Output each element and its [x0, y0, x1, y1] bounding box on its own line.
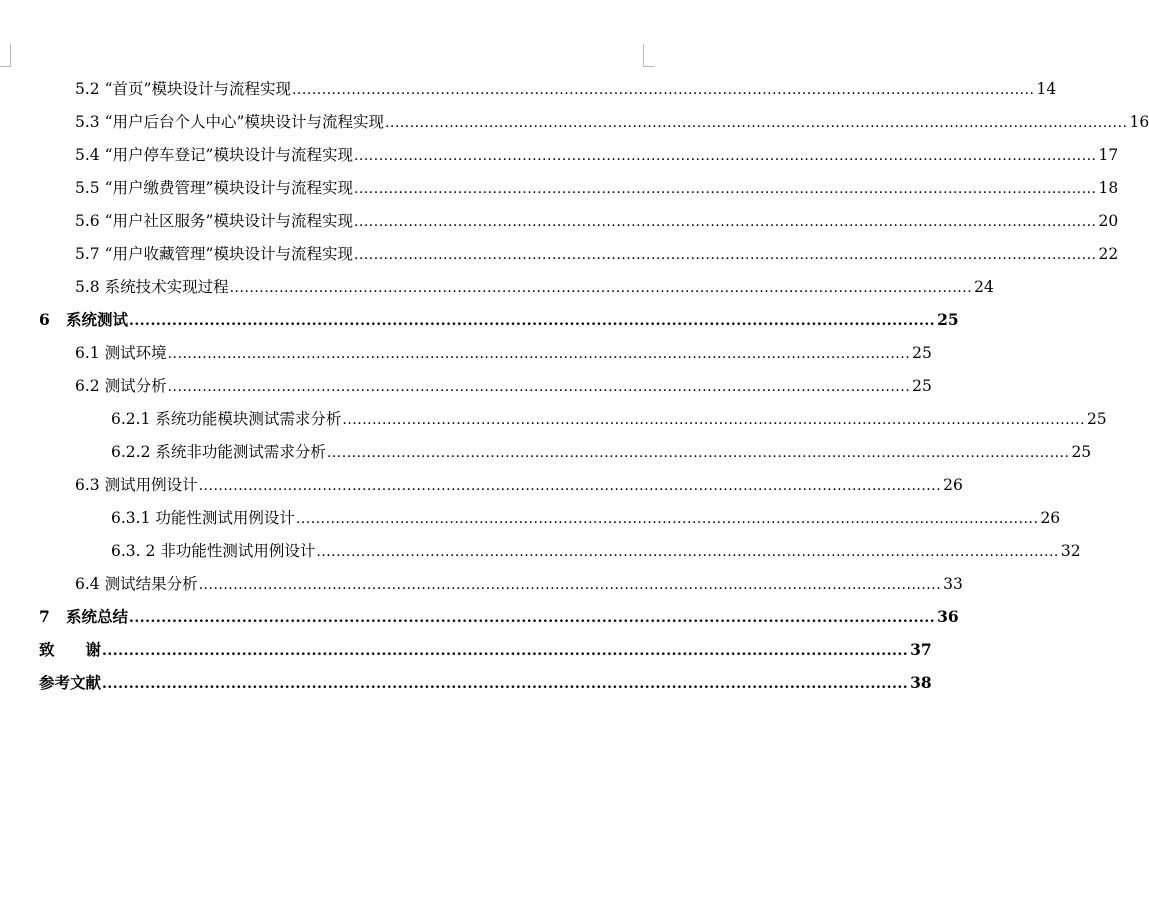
- toc-entry[interactable]: [111, 539, 1081, 563]
- toc-entry-number: 5.4: [75, 146, 100, 164]
- toc-entry-title: 系统总结: [66, 607, 129, 626]
- toc-entry-page: 37: [910, 640, 932, 659]
- toc-entry-number: 6: [39, 310, 50, 329]
- dot-leader: ......................................................................................................................................................: [353, 181, 1097, 197]
- dot-leader: ......................................................................................................................................................: [167, 346, 911, 362]
- toc-entry-title: 系统技术实现过程: [104, 278, 229, 296]
- toc-entry[interactable]: [111, 506, 1061, 530]
- toc-entry[interactable]: [75, 341, 932, 365]
- dot-leader: ......................................................................................................................................................: [353, 214, 1097, 230]
- dot-leader: ......................................................................................................................................................: [198, 478, 942, 494]
- toc-entry-title: “用户缴费管理”模块设计与流程实现: [104, 179, 353, 197]
- toc-entry[interactable]: [75, 572, 963, 596]
- dot-leader: ......................................................................................................................................................: [167, 379, 911, 395]
- dot-leader: ......................................................................................................................................................: [129, 610, 936, 626]
- dot-leader: ......................................................................................................................................................: [229, 280, 973, 296]
- toc-entry[interactable]: [111, 440, 1092, 464]
- toc-entry-number: 6.3: [75, 476, 100, 494]
- toc-entry-number: 6.3.1: [111, 509, 151, 527]
- toc-entry-page: 26: [943, 476, 963, 494]
- toc-entry-page: 25: [1071, 443, 1092, 461]
- toc-entry-title: 功能性测试用例设计: [155, 509, 295, 527]
- toc-chapter-entry[interactable]: [39, 638, 932, 662]
- toc-entry-title: 非功能性测试用例设计: [160, 542, 316, 560]
- toc-entry-title: 测试环境: [104, 344, 167, 362]
- toc-entry-title: 测试用例设计: [104, 476, 198, 494]
- toc-entry[interactable]: [111, 407, 1107, 431]
- toc-chapter-entry[interactable]: [39, 308, 959, 332]
- toc-entry-title: 系统非功能测试需求分析: [155, 443, 326, 461]
- toc-entry-page: 24: [974, 278, 994, 296]
- toc-entry-page: 26: [1040, 509, 1061, 527]
- toc-entry-number: 5.5: [75, 179, 100, 197]
- toc-entry[interactable]: [75, 77, 1057, 101]
- toc-chapter-entry[interactable]: [39, 605, 959, 629]
- dot-leader: ......................................................................................................................................................: [353, 148, 1097, 164]
- toc-entry[interactable]: [75, 242, 1119, 266]
- toc-entry-title: “用户社区服务”模块设计与流程实现: [104, 212, 353, 230]
- toc-entry-title: 测试分析: [104, 377, 167, 395]
- page-corner-mark-right: [643, 44, 654, 67]
- toc-entry-number: 5.8: [75, 278, 100, 296]
- page-corner-mark-left: [0, 44, 11, 67]
- toc-entry[interactable]: [75, 374, 932, 398]
- toc-entry-page: 14: [1036, 80, 1057, 98]
- toc-entry-number: 6.2.2: [111, 443, 151, 461]
- toc-entry[interactable]: [75, 110, 1149, 134]
- toc-entry-title: 系统功能模块测试需求分析: [155, 410, 342, 428]
- toc-entry-number: 6.3. 2: [111, 542, 156, 560]
- dot-leader: ......................................................................................................................................................: [384, 115, 1128, 131]
- toc-entry-number: 6.4: [75, 575, 100, 593]
- toc-entry[interactable]: [75, 209, 1119, 233]
- dot-leader: ......................................................................................................................................................: [102, 676, 909, 692]
- toc-entry[interactable]: [75, 473, 963, 497]
- toc-entry-title: 参考文献: [39, 673, 102, 692]
- toc-entry-number: 6.2: [75, 377, 100, 395]
- toc-entry-title: “用户后台个人中心”模块设计与流程实现: [104, 113, 384, 131]
- dot-leader: ......................................................................................................................................................: [129, 313, 936, 329]
- toc-entry-number: 5.2: [75, 80, 100, 98]
- toc-entry-page: 36: [937, 607, 959, 626]
- toc-entry-page: 33: [943, 575, 963, 593]
- toc-entry-page: 18: [1098, 179, 1119, 197]
- dot-leader: ......................................................................................................................................................: [316, 544, 1059, 560]
- toc-entry-title: 测试结果分析: [104, 575, 198, 593]
- toc-entry[interactable]: [75, 176, 1119, 200]
- dot-leader: ......................................................................................................................................................: [198, 577, 942, 593]
- toc-entry-number: 6.2.1: [111, 410, 151, 428]
- toc-chapter-entry[interactable]: [39, 671, 932, 695]
- dot-leader: ......................................................................................................................................................: [326, 445, 1070, 461]
- toc-entry-page: 16: [1129, 113, 1149, 131]
- toc-entry-title: “用户收藏管理”模块设计与流程实现: [104, 245, 353, 263]
- toc-entry[interactable]: [75, 275, 994, 299]
- toc-entry-page: 38: [910, 673, 932, 692]
- toc-entry-page: 32: [1060, 542, 1081, 560]
- toc-entry-title: “首页”模块设计与流程实现: [104, 80, 291, 98]
- toc-entry-page: 25: [912, 377, 932, 395]
- toc-entry-page: 25: [1086, 410, 1107, 428]
- toc-entry-title: 致 谢: [39, 640, 102, 659]
- dot-leader: ......................................................................................................................................................: [102, 643, 909, 659]
- toc-entry-page: 20: [1098, 212, 1119, 230]
- toc-entry-page: 17: [1098, 146, 1119, 164]
- toc-entry-title: “用户停车登记”模块设计与流程实现: [104, 146, 353, 164]
- dot-leader: ......................................................................................................................................................: [291, 82, 1035, 98]
- toc-entry-title: 系统测试: [66, 310, 129, 329]
- toc-entry-number: 5.3: [75, 113, 100, 131]
- toc-entry-number: 5.7: [75, 245, 100, 263]
- toc-entry[interactable]: [75, 143, 1119, 167]
- dot-leader: ......................................................................................................................................................: [342, 412, 1085, 428]
- toc-entry-number: 7: [39, 607, 50, 626]
- dot-leader: ......................................................................................................................................................: [353, 247, 1097, 263]
- toc-entry-number: 5.6: [75, 212, 100, 230]
- toc-entry-page: 25: [912, 344, 932, 362]
- toc-entry-page: 25: [937, 310, 959, 329]
- dot-leader: ......................................................................................................................................................: [295, 511, 1039, 527]
- toc-entry-page: 22: [1098, 245, 1119, 263]
- toc-entry-number: 6.1: [75, 344, 100, 362]
